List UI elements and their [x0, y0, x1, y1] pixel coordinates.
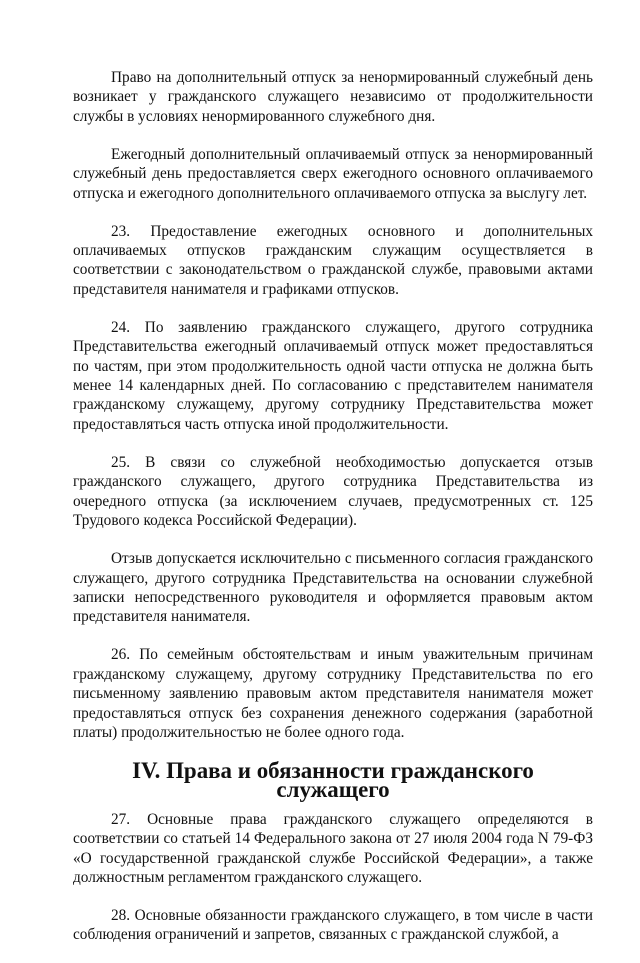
paragraph-extra-leave-annual: Ежегодный дополнительный оплачиваемый отпуск за ненормированный служебный день предоставляется сверх ежегодного основного оплачиваемого отпуска и ежегодного дополнительного оплачиваемого отпуска за выслугу лет.: [73, 145, 593, 202]
paragraph-item-26: 26. По семейным обстоятельствам и иным уважительным причинам гражданскому служащему, другому сотруднику Представительства по его письменному заявлению правовым актом представителя нанимателя может предоставляться отпуск без сохранения денежного содержания (заработной платы) продолжительностью не более одного года.: [73, 646, 593, 741]
paragraph-item-25: 25. В связи со служебной необходимостью допускается отзыв гражданского служащего, другого сотрудника Представительства из очередного отпуска (за исключением случаев, предусмотренных ст. 125 Трудового кодекса Российской Федерации).: [73, 453, 593, 530]
paragraph-item-27: 27. Основные права гражданского служащего определяются в соответствии со статьей 14 Федерального закона от 27 июля 2004 года N 79-ФЗ «О государственной гражданской службе Российской Федерации», а также должностным регламентом гражданского служащего.: [73, 810, 593, 886]
paragraph-item-28: 28. Основные обязанности гражданского служащего, в том числе в части соблюдения ограничений и запретов, связанных с гражданской службой, а: [73, 906, 593, 944]
paragraph-extra-leave-right: Право на дополнительный отпуск за ненормированный служебный день возникает у гражданского служащего независимо от продолжительности службы в условиях ненормированного служебного дня.: [73, 69, 593, 125]
section-heading: IV. Права и обязанности гражданского служащего: [132, 757, 534, 803]
paragraph-item-24: 24. По заявлению гражданского служащего, другого сотрудника Представительства ежегодный оплачиваемый отпуск может предоставляться по частям, при этом продолжительность одной части отпуска не должна быть менее 14 календарных дней. По согласованию с представителем нанимателя гражданскому служащему, другому сотруднику Представительства может предоставляться часть отпуска иной продолжительности.: [73, 318, 593, 433]
paragraph-item-23: 23. Предоставление ежегодных основного и дополнительных оплачиваемых отпусков гражданским служащим осуществляется в соответствии с законодательством о гражданской службе, правовыми актами представителя нанимателя и графиками отпусков.: [73, 222, 593, 298]
paragraph-recall-consent: Отзыв допускается исключительно с письменного согласия гражданского служащего, другого сотрудника Представительства на основании служебной записки непосредственного руководителя и оформляется правовым актом представителя нанимателя.: [73, 550, 593, 626]
document-page: [73, 68, 593, 963]
